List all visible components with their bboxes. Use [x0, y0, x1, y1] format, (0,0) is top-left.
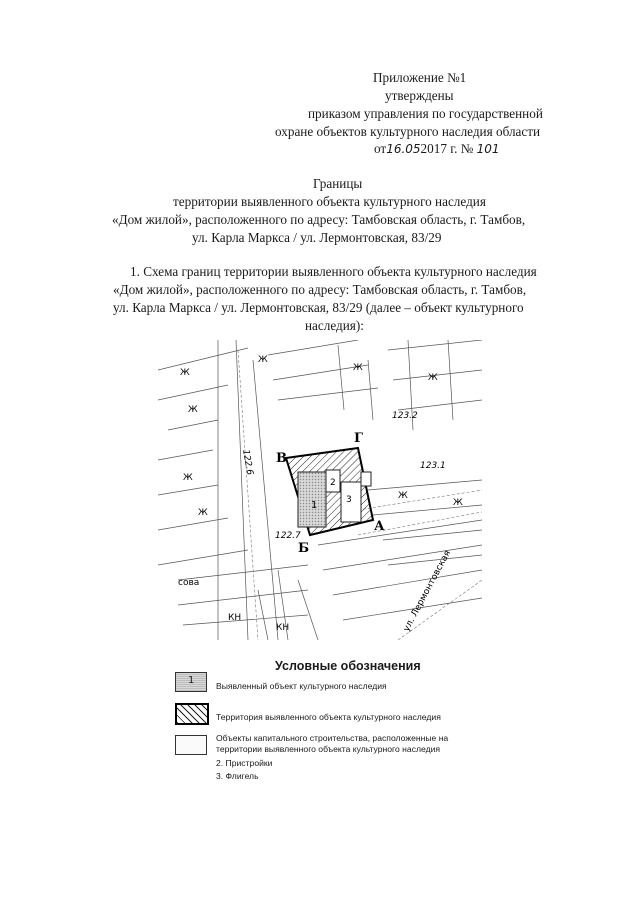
- title-borders: Границы: [313, 176, 363, 191]
- zh-mark: Ж: [180, 368, 190, 378]
- object-number-2: 2: [330, 478, 336, 488]
- order-line-1: приказом управления по государственной: [308, 106, 543, 121]
- legend-swatch-number: 1: [188, 675, 195, 686]
- elevation-mark-4: 122.6: [240, 448, 255, 476]
- legend-item-outbuilding: 3. Флигель: [216, 771, 259, 781]
- legend-item-annexes: 2. Пристройки: [216, 758, 273, 768]
- title-line-2: территории выявленного объекта культурного наследия: [173, 194, 486, 209]
- legend-title: Условные обозначения: [275, 659, 421, 673]
- section-line-2: «Дом жилой», расположенного по адресу: Тамбовская область, г. Тамбов,: [113, 282, 527, 297]
- legend-swatch-capital-objects: [175, 735, 207, 755]
- corner-label-b: Б: [298, 541, 310, 556]
- zh-mark: Ж: [428, 373, 438, 383]
- legend-swatch-territory: [175, 703, 209, 725]
- zh-mark: Ж: [398, 491, 408, 501]
- section-line-1: 1. Схема границ территории выявленного объекта культурного наследия: [130, 264, 537, 279]
- boundary-scheme-map: [158, 340, 482, 640]
- zh-mark: Ж: [188, 405, 198, 415]
- kn-mark: КН: [228, 613, 242, 623]
- street-fragment-label: сова: [178, 578, 200, 588]
- order-date-line: [374, 141, 500, 157]
- object-number-1: 1: [311, 500, 318, 511]
- zh-mark: Ж: [183, 473, 193, 483]
- date-prefix: от: [374, 141, 387, 156]
- legend-swatch-heritage-object: [175, 672, 207, 692]
- legend-item-capital-objects-1: Объекты капитального строительства, расположенные на: [216, 733, 449, 743]
- zh-mark: Ж: [198, 508, 208, 518]
- date-suffix: 2017 г. №: [420, 141, 474, 156]
- corner-label-g: Г: [354, 431, 363, 446]
- small-structure: [361, 472, 371, 486]
- zh-mark: Ж: [258, 355, 268, 365]
- corner-label-a: А: [374, 519, 385, 534]
- handwritten-number: 101: [476, 142, 500, 156]
- legend-item-territory: Территория выявленного объекта культурного наследия: [216, 712, 441, 722]
- elevation-mark-3: 122.7: [275, 531, 301, 541]
- object-number-3: 3: [346, 495, 352, 505]
- kn-mark: КН: [276, 623, 290, 633]
- corner-label-v: В: [276, 451, 287, 466]
- elevation-mark-1: 123.2: [392, 411, 418, 421]
- title-line-4: ул. Карла Маркса / ул. Лермонтовская, 83/29: [192, 230, 442, 245]
- street-label-lermontovskaya: ул. Лермонтовская: [401, 548, 454, 634]
- zh-mark: Ж: [353, 363, 363, 373]
- approved-label: утверждены: [385, 88, 454, 103]
- section-line-4: наследия):: [305, 318, 364, 333]
- zh-mark: Ж: [453, 498, 463, 508]
- order-line-2: охране объектов культурного наследия области: [275, 124, 541, 139]
- handwritten-date: 16.05: [386, 142, 421, 156]
- legend-item-capital-objects-2: территории выявленного объекта культурного наследия: [216, 744, 441, 754]
- appendix-label: Приложение №1: [373, 70, 467, 85]
- legend-item-heritage-object: Выявленный объект культурного наследия: [216, 681, 387, 691]
- title-line-3: «Дом жилой», расположенного по адресу: Тамбовская область, г. Тамбов,: [112, 212, 526, 227]
- section-line-3: ул. Карла Маркса / ул. Лермонтовская, 83/29 (далее – объект культурного: [113, 300, 524, 315]
- elevation-mark-2: 123.1: [420, 461, 446, 471]
